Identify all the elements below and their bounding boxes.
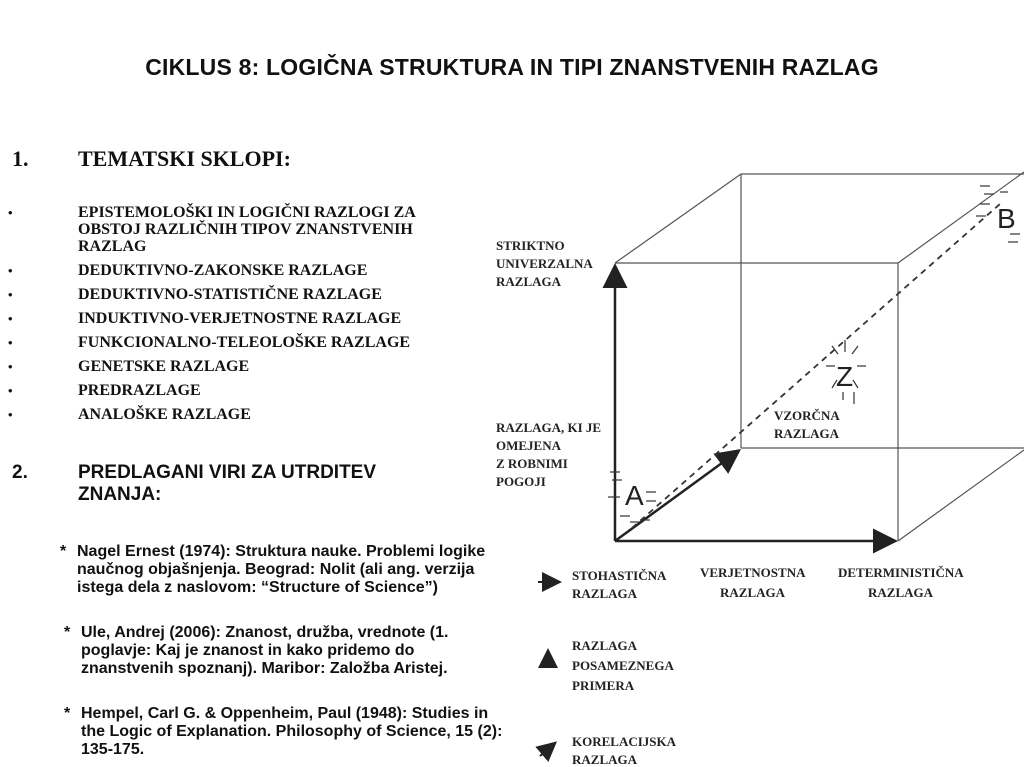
label-line: STOHASTIČNA: [572, 568, 667, 583]
topic-item: [0, 204, 500, 255]
label-line: STRIKTNO: [496, 238, 565, 253]
legend-vertical-label: [572, 638, 674, 693]
label-line: UNIVERZALNA: [496, 256, 593, 271]
label-line: VERJETNOSTNA: [700, 565, 806, 580]
label-line: OMEJENA: [496, 438, 561, 453]
section1-number: 1.: [12, 146, 29, 171]
label-line: RAZLAGA, KI JE: [496, 420, 602, 435]
topic-item: [0, 334, 500, 351]
slide-title: CIKLUS 8: LOGIČNA STRUKTURA IN TIPI ZNANSTVENIH RAZLAG: [145, 54, 879, 80]
topic-text: DEDUKTIVNO-ZAKONSKE RAZLAGE: [78, 262, 368, 279]
label-line: Z ROBNIMI: [496, 456, 568, 471]
label-line: RAZLAGA: [572, 638, 638, 653]
bottom-label-probabilistic: [700, 565, 806, 600]
bullet-icon: •: [8, 287, 13, 302]
bottom-label-deterministic: [838, 565, 964, 600]
topics-list: [0, 204, 500, 430]
diagonal-axis-label: [496, 420, 601, 489]
topic-item: [0, 286, 500, 303]
explanation-cube-diagram: [480, 160, 1024, 767]
section2-number: 2.: [12, 462, 28, 483]
point-b: [976, 186, 1020, 242]
topic-text: PREDRAZLAGE: [78, 382, 201, 399]
bottom-label-stochastic: [572, 568, 667, 601]
center-label: [774, 408, 840, 441]
point-z: [826, 340, 866, 404]
topic-item: [0, 262, 500, 279]
star-icon: *: [60, 543, 67, 560]
topic-item: [0, 382, 500, 399]
topic-text: DEDUKTIVNO-STATISTIČNE RAZLAGE: [78, 286, 382, 303]
label-line: RAZLAGA: [774, 426, 840, 441]
bullet-icon: •: [8, 383, 13, 398]
bullet-icon: •: [8, 311, 13, 326]
star-icon: *: [64, 705, 71, 722]
reference-text: Nagel Ernest (1974): Struktura nauke. Problemi logike naučnog objašnjenja. Beograd: Nolit (ali ang. verzija istega dela z naslovom: “Structure of Science”): [77, 543, 486, 596]
point-a-label: A: [625, 480, 644, 511]
label-line: PRIMERA: [572, 678, 635, 693]
label-line: POSAMEZNEGA: [572, 658, 674, 673]
section1-heading: TEMATSKI SKLOPI:: [78, 146, 291, 171]
vertical-axis-label: [496, 238, 593, 289]
bullet-icon: •: [8, 263, 13, 278]
label-line: RAZLAGA: [572, 586, 638, 601]
bullet-icon: •: [8, 407, 13, 422]
label-line: RAZLAGA: [496, 274, 562, 289]
topic-text: FUNKCIONALNO-TELEOLOŠKE RAZLAGE: [78, 334, 411, 351]
reference-item: [64, 624, 504, 678]
topic-text: ANALOŠKE RAZLAGE: [78, 406, 251, 423]
legend-diagonal-label: [572, 734, 677, 767]
topic-text: GENETSKE RAZLAGE: [78, 358, 250, 375]
label-line: POGOJI: [496, 474, 546, 489]
section2-heading: PREDLAGANI VIRI ZA UTRDITEV ZNANJA:: [78, 462, 377, 505]
legend-diagonal-arrow: [540, 744, 554, 756]
bullet-icon: •: [8, 359, 13, 374]
topic-text: INDUKTIVNO-VERJETNOSTNE RAZLAGE: [78, 310, 402, 327]
topic-text: EPISTEMOLOŠKI IN LOGIČNI RAZLOGI ZA OBSTOJ RAZLIČNIH TIPOV ZNANSTVENIH RAZLAG: [78, 204, 415, 255]
topic-item: [0, 406, 500, 423]
cube-edges: [615, 172, 1024, 541]
point-z-label: Z: [836, 361, 854, 392]
point-b-label: B: [997, 203, 1016, 234]
label-line: RAZLAGA: [868, 585, 934, 600]
label-line: VZORČNA: [774, 408, 840, 423]
bullet-icon: •: [8, 205, 13, 220]
topic-item: [0, 310, 500, 327]
label-line: RAZLAGA: [572, 752, 638, 767]
label-line: RAZLAGA: [720, 585, 786, 600]
reference-text: Hempel, Carl G. & Oppenheim, Paul (1948): Studies in the Logic of Explanation. Philosophy of Science, 15 (2): 135-175.: [81, 705, 503, 758]
label-line: KORELACIJSKA: [572, 734, 677, 749]
reference-text: Ule, Andrej (2006): Znanost, družba, vrednote (1. poglavje: Kaj je znanost in kako pridemo do znanstvenih spoznanj). Maribor: Založba Aristej.: [81, 624, 449, 677]
topic-item: [0, 358, 500, 375]
star-icon: *: [64, 624, 71, 641]
bullet-icon: •: [8, 335, 13, 350]
label-line: DETERMINISTIČNA: [838, 565, 964, 580]
reference-item: [60, 543, 500, 597]
reference-item: [64, 705, 504, 759]
dashed-diagonal: [632, 204, 1000, 528]
